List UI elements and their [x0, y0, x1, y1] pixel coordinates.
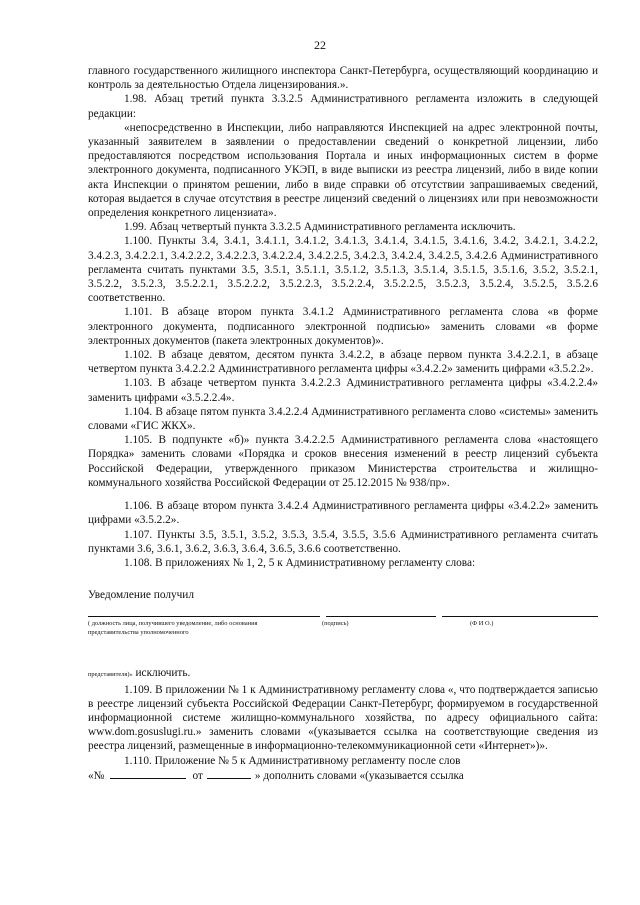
paragraph: «непосредственно в Инспекции, либо направляются Инспекцией на адрес электронной почты, указанный заявителем в заявлении о предоставлении сведений о конкретной лицензии, либо предоставляются посредством использования Портала и иных информационных систем в форме электронного документа, подписанного УКЭП, в виде выписки из реестра лицензий, либо в виде копии акта Инспекции о принятом решении, либо в виде справки об отсутствии запрашиваемых сведений, которая выдается в случае отсутствия в реестре лицензий сведений о лицензиях или при невозможности определения конкретного лицензиата».: [88, 121, 598, 220]
paragraph: 1.104. В абзаце пятом пункта 3.4.2.2.4 Административного регламента слово «системы» заменить словами «ГИС ЖКХ».: [88, 405, 598, 433]
date-label: от: [192, 769, 203, 782]
position-caption-end: представителя)»: [88, 671, 133, 679]
paragraph: 1.109. В приложении № 1 к Административному регламенту слова «, что подтверждается записью в реестре лицензий субъекта Российской Федерации Санкт-Петербург, формируемом в государственной информационной системе жилищно-коммунального хозяйства, по адресу официального сайта: www.dom.gosuslugi.ru.» заменить словами «(указывается ссылка на соответствующие сведения из реестра лицензий, размещенные в информационно-телекоммуникационной сети «Интернет»)».: [88, 683, 598, 753]
document-body: [88, 64, 598, 783]
paragraph: 1.101. В абзаце втором пункта 3.4.1.2 Административного регламента слова «в форме электронного документа, подписанного электронной подписью» заменить словами «в форме электронных документов (пакета электронных документов)».: [88, 306, 598, 347]
paragraph: 1.107. Пункты 3.5, 3.5.1, 3.5.2, 3.5.3, 3.5.4, 3.5.5, 3.5.6 Административного регламента считать пунктами 3.6, 3.6.1, 3.6.2, 3.6.3, 3.6.4, 3.6.5, 3.6.6 соответственно.: [88, 528, 598, 555]
paragraph: 1.105. В подпункте «б)» пункта 3.4.2.2.5 Административного регламента слова «настоящего Порядка» заменить словами «Порядка и сроков внесения изменений в реестр лицензий субъекта Российской Федерации, утвержденного приказом Министерства строительства и жилищно-коммунального хозяйства Российской Федерации от 25.12.2015 № 938/пр».: [88, 434, 598, 489]
paragraph: 1.106. В абзаце втором пункта 3.4.2.4 Административного регламента цифры «3.4.2.2» заменить цифрами «3.5.2.2».: [88, 500, 598, 527]
paragraph: 1.98. Абзац третий пункта 3.3.2.5 Административного регламента изложить в следующей редакции:: [88, 93, 598, 120]
paragraph: 1.99. Абзац четвертый пункта 3.3.2.5 Административного регламента исключить.: [124, 221, 516, 234]
paragraph: 1.103. В абзаце четвертом пункта 3.4.2.2.3 Административного регламента цифры «3.4.2.2.4» заменить цифрами «3.5.2.2.4».: [88, 377, 598, 404]
paragraph: 1.100. Пункты 3.4, 3.4.1, 3.4.1.1, 3.4.1.2, 3.4.1.3, 3.4.1.4, 3.4.1.5, 3.4.1.6, 3.4.2, 3.4.2.1, 3.4.2.2, 3.4.2.3, 3.4.2.2.1, 3.4.2.2.2, 3.4.2.2.3, 3.4.2.2.4, 3.4.2.2.5, 3.4.2.3, 3.4.2.4, 3.4.2.5, 3.4.2.6 Административного регламента считать пунктами 3.5, 3.5.1, 3.5.1.1, 3.5.1.2, 3.5.1.3, 3.5.1.4, 3.5.1.5, 3.5.1.6, 3.5.2, 3.5.2.1, 3.5.2.2, 3.5.2.3, 3.5.2.2.1, 3.5.2.2.2, 3.5.2.2.3, 3.5.2.2.4, 3.5.2.2.5, 3.5.2.3, 3.5.2.4, 3.5.2.5, 3.5.2.6 соответственно.: [88, 235, 598, 305]
position-caption: ( должность лица, получившего уведомление, либо основания представительства уполномоченного: [88, 620, 258, 636]
fio-signature-line: [442, 616, 598, 617]
signature-block: [88, 616, 598, 674]
paragraph: главного государственного жилищного инспектора Санкт-Петербурга, осуществляющий координацию и контроль за деятельностью Отдела лицензирования.».: [88, 65, 598, 92]
paragraph-1110-line: [88, 768, 598, 783]
notice-received-label: Уведомление получил: [88, 589, 194, 602]
sign-signature-line: [326, 616, 436, 617]
date-blank: [207, 768, 251, 779]
page-number: 22: [314, 38, 326, 52]
exclude-tail: исключить.: [132, 667, 191, 680]
paragraph: 1.102. В абзаце девятом, десятом пункта 3.4.2.2, в абзаце первом пункта 3.4.2.2.1, в абзаце четвертом пункта 3.4.2.2.2 Административного регламента цифры «3.4.2.2» заменить цифрами «3.5.2.2».: [88, 349, 598, 376]
fio-caption: (Ф И О.): [470, 620, 494, 628]
paragraph: 1.110. Приложение № 5 к Административному регламенту после слов: [124, 754, 461, 767]
number-blank: [110, 768, 186, 779]
position-signature-line: [88, 616, 320, 617]
paragraph-1110-tail: » дополнить словами «(указывается ссылка: [254, 769, 464, 782]
number-label: «№: [88, 769, 105, 782]
sign-caption: (подпись): [322, 620, 349, 628]
paragraph: 1.108. В приложениях № 1, 2, 5 к Административному регламенту слова:: [124, 556, 476, 569]
